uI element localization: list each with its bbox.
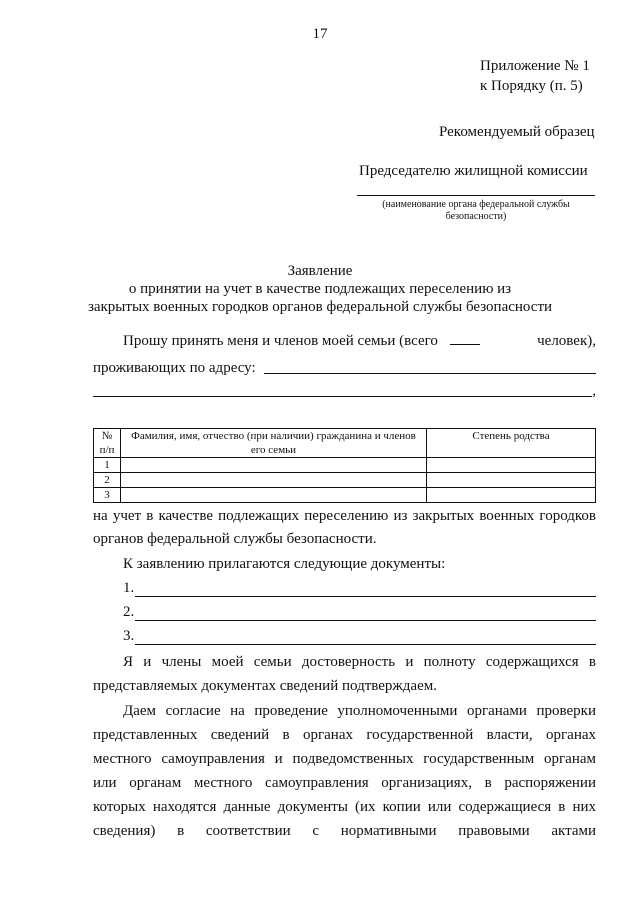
family-count-field[interactable] (450, 330, 480, 345)
document-item-number: 2. (123, 604, 135, 620)
document-item-number: 1. (123, 580, 135, 596)
name-cell[interactable] (121, 458, 427, 473)
table-row (94, 473, 596, 488)
title-line-2: о принятии на учет в качестве подлежащих переселению из (128, 281, 512, 297)
documents-intro: К заявлению прилагаются следующие документы: (123, 556, 446, 572)
confirmation-line-2: представляемых документах сведений подтверждаем. (93, 678, 437, 694)
address-row-2 (93, 380, 596, 402)
table-row (94, 458, 596, 473)
appendix-line-2: к Порядку (п. 5) (480, 78, 583, 94)
addressee: Председателю жилищной комиссии (359, 163, 588, 179)
address-row (93, 357, 596, 379)
after-table-line-1: на учет в качестве подлежащих переселению из закрытых военных городков (93, 508, 596, 524)
address-field[interactable] (264, 359, 596, 374)
request-text-part-2: человек), (537, 333, 596, 349)
relation-cell[interactable] (427, 458, 596, 473)
consent-line-1: Даем согласие на проведение уполномоченными органами проверки (123, 703, 596, 719)
address-field-continued[interactable] (93, 382, 592, 397)
header-full-name: Фамилия, имя, отчество (при наличии) гражданина и членов его семьи (121, 429, 427, 458)
family-members-table (93, 428, 596, 503)
document-item-line (135, 644, 596, 645)
consent-line-3: местного самоуправления и подведомственных государственным органам (93, 751, 596, 767)
addressee-fill-line[interactable] (357, 195, 595, 196)
addressee-caption: (наименование органа федеральной службы безопасности) (382, 199, 570, 222)
row-number: 2 (94, 473, 121, 488)
document-item-2[interactable] (123, 604, 596, 624)
table-row (94, 488, 596, 503)
appendix-line-1: Приложение № 1 (480, 58, 590, 74)
after-table-line-2: органов федеральной службы безопасности. (93, 531, 377, 547)
request-line-1 (123, 330, 596, 352)
title-line-1: Заявление (287, 263, 353, 279)
request-text-part-1: Прошу принять меня и членов моей семьи (всего (123, 333, 438, 349)
consent-line-4: или органам местного самоуправления организациях, в распоряжении (93, 775, 596, 791)
document-item-line (135, 596, 596, 597)
document-item-line (135, 620, 596, 621)
name-cell[interactable] (121, 488, 427, 503)
address-end-comma: , (592, 383, 596, 399)
document-item-number: 3. (123, 628, 135, 644)
relation-cell[interactable] (427, 473, 596, 488)
document-item-1[interactable] (123, 580, 596, 600)
consent-line-6: сведения) в соответствии с нормативными правовыми актами (93, 823, 596, 839)
confirmation-line-1: Я и члены моей семьи достоверность и полноту содержащихся в (123, 654, 596, 670)
header-relation: Степень родства (427, 429, 596, 458)
title-line-3: закрытых военных городков органов федеральной службы безопасности (87, 299, 553, 315)
table-header-row (94, 429, 596, 458)
header-number: № п/п (94, 429, 121, 458)
document-item-3[interactable] (123, 628, 596, 648)
document-title (0, 262, 640, 316)
page-number: 17 (312, 26, 328, 42)
row-number: 1 (94, 458, 121, 473)
address-label: проживающих по адресу: (93, 360, 256, 376)
consent-line-2: представленных сведений в органах государственной власти, органах (93, 727, 596, 743)
consent-line-5: которых находятся данные документы (их копии или содержащиеся в них (93, 799, 596, 815)
relation-cell[interactable] (427, 488, 596, 503)
sample-label: Рекомендуемый образец (439, 124, 595, 140)
row-number: 3 (94, 488, 121, 503)
name-cell[interactable] (121, 473, 427, 488)
appendix-reference (480, 56, 590, 96)
